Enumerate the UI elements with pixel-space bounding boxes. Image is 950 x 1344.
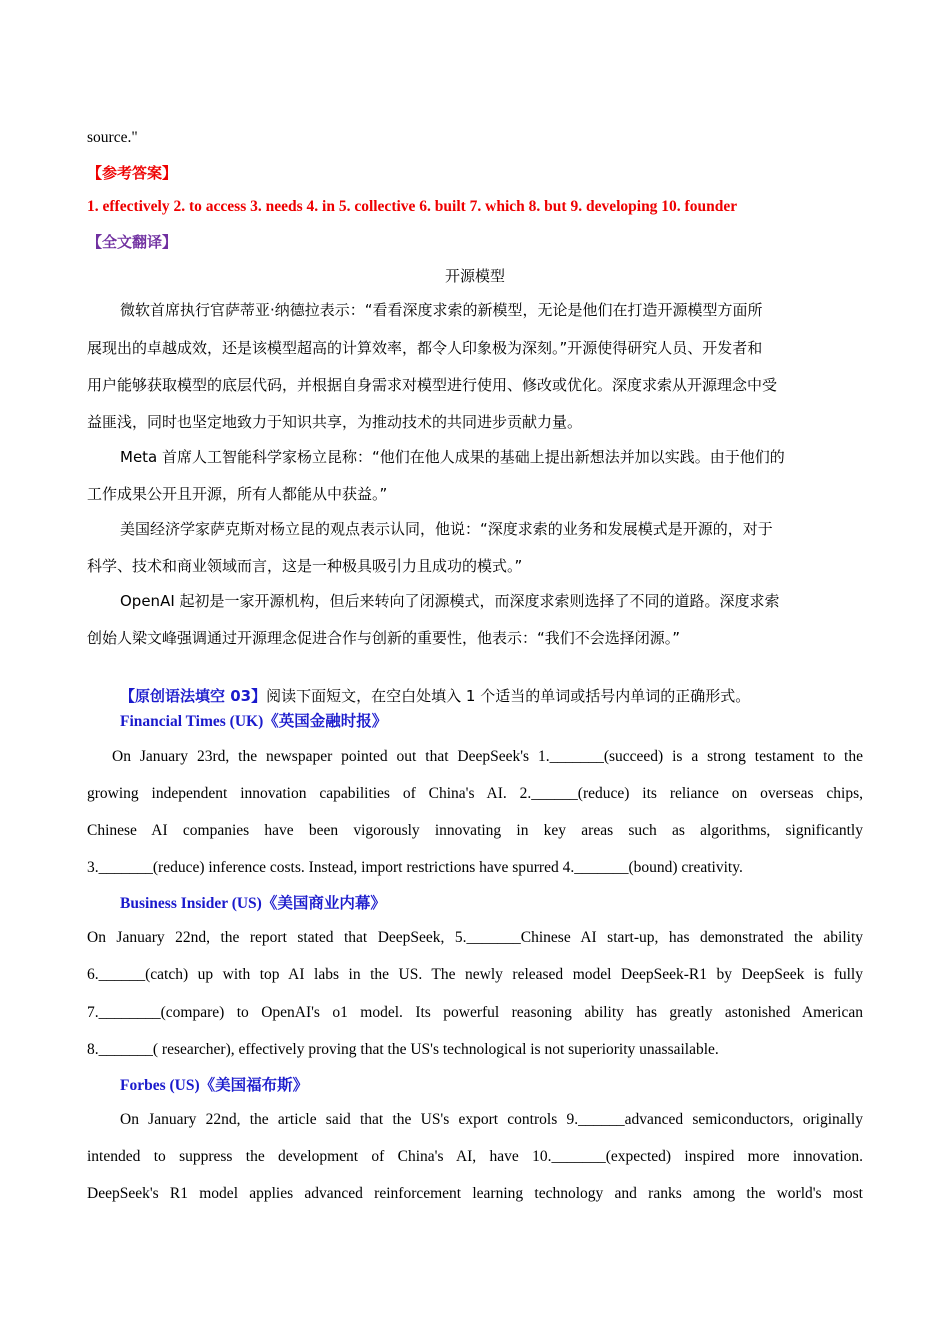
- passage-line: intended to suppress the development of China's AI, have 10._______(expected) inspired more innovation.: [87, 1148, 863, 1165]
- trailing-text: source.": [87, 129, 138, 146]
- source-heading-forbes: Forbes (US)《美国福布斯》: [120, 1077, 309, 1094]
- passage-line: Chinese AI companies have been vigorously innovating in key areas such as algorithms, significantly: [87, 822, 863, 839]
- source-heading-bi: Business Insider (US)《美国商业内幕》: [120, 895, 386, 912]
- passage-line: 7.________(compare) to OpenAI's o1 model. Its powerful reasoning ability has greatly astonished American: [87, 1004, 863, 1021]
- answer-key-list: 1. effectively 2. to access 3. needs 4. in 5. collective 6. built 7. which 8. but 9. developing 10. founder: [87, 198, 738, 215]
- passage-line: 3._______(reduce) inference costs. Instead, import restrictions have spurred 4._______(bound) creativity.: [87, 859, 743, 876]
- passage-line: 6.______(catch) up with top AI labs in the US. The newly released model DeepSeek-R1 by DeepSeek is fully: [87, 966, 863, 983]
- passage-line: On January 23rd, the newspaper pointed out that DeepSeek's 1._______(succeed) is a strong testament to the: [112, 748, 863, 765]
- translation-line: 美国经济学家萨克斯对杨立昆的观点表示认同，他说：“深度求索的业务和发展模式是开源的，对于: [120, 520, 773, 538]
- passage-line: growing independent innovation capabilities of China's AI. 2.______(reduce) its reliance on overseas chips,: [87, 785, 863, 802]
- translation-line: 创始人梁文峰强调通过开源理念促进合作与创新的重要性，他表示：“我们不会选择闭源。”: [87, 629, 681, 647]
- passage-line: 8._______( researcher), effectively proving that the US's technological is not superiority unassailable.: [87, 1041, 719, 1058]
- translation-line: 微软首席执行官萨蒂亚·纳德拉表示：“看看深度求索的新模型，无论是他们在打造开源模型方面所: [120, 301, 763, 319]
- exercise-header: [87, 686, 863, 707]
- translation-title: 开源模型: [444, 267, 505, 285]
- translation-line: Meta 首席人工智能科学家杨立昆称：“他们在他人成果的基础上提出新想法并加以实践。由于他们的: [120, 448, 785, 466]
- translation-line: 用户能够获取模型的底层代码，并根据自身需求对模型进行使用、修改或优化。深度求索从开源理念中受: [87, 376, 778, 394]
- passage-line: On January 22nd, the article said that the US's export controls 9.______advanced semiconductors, originally: [120, 1111, 863, 1128]
- answer-key-heading: 【参考答案】: [87, 164, 178, 182]
- translation-line: 展现出的卓越成效，还是该模型超高的计算效率，都令人印象极为深刻。”开源使得研究人员、开发者和: [87, 339, 763, 357]
- translation-line: 科学、技术和商业领域而言，这是一种极具吸引力且成功的模式。”: [87, 557, 523, 575]
- translation-heading: 【全文翻译】: [87, 233, 178, 251]
- source-heading-ft: Financial Times (UK)《英国金融时报》: [120, 713, 388, 730]
- translation-line: 工作成果公开且开源，所有人都能从中获益。”: [87, 485, 388, 503]
- passage-line: DeepSeek's R1 model applies advanced reinforcement learning technology and ranks among the world's most: [87, 1185, 863, 1202]
- translation-line: OpenAI 起初是一家开源机构，但后来转向了闭源模式，而深度求索则选择了不同的道路。深度求索: [120, 592, 780, 610]
- passage-line: On January 22nd, the report stated that DeepSeek, 5._______Chinese AI start-up, has demonstrated the ability: [87, 929, 863, 946]
- translation-line: 益匪浅，同时也坚定地致力于知识共享，为推动技术的共同进步贡献力量。: [87, 413, 583, 431]
- exercise-label: 【原创语法填空 03】: [120, 687, 267, 705]
- exercise-instruction: 阅读下面短文，在空白处填入 1 个适当的单词或括号内单词的正确形式。: [266, 687, 751, 705]
